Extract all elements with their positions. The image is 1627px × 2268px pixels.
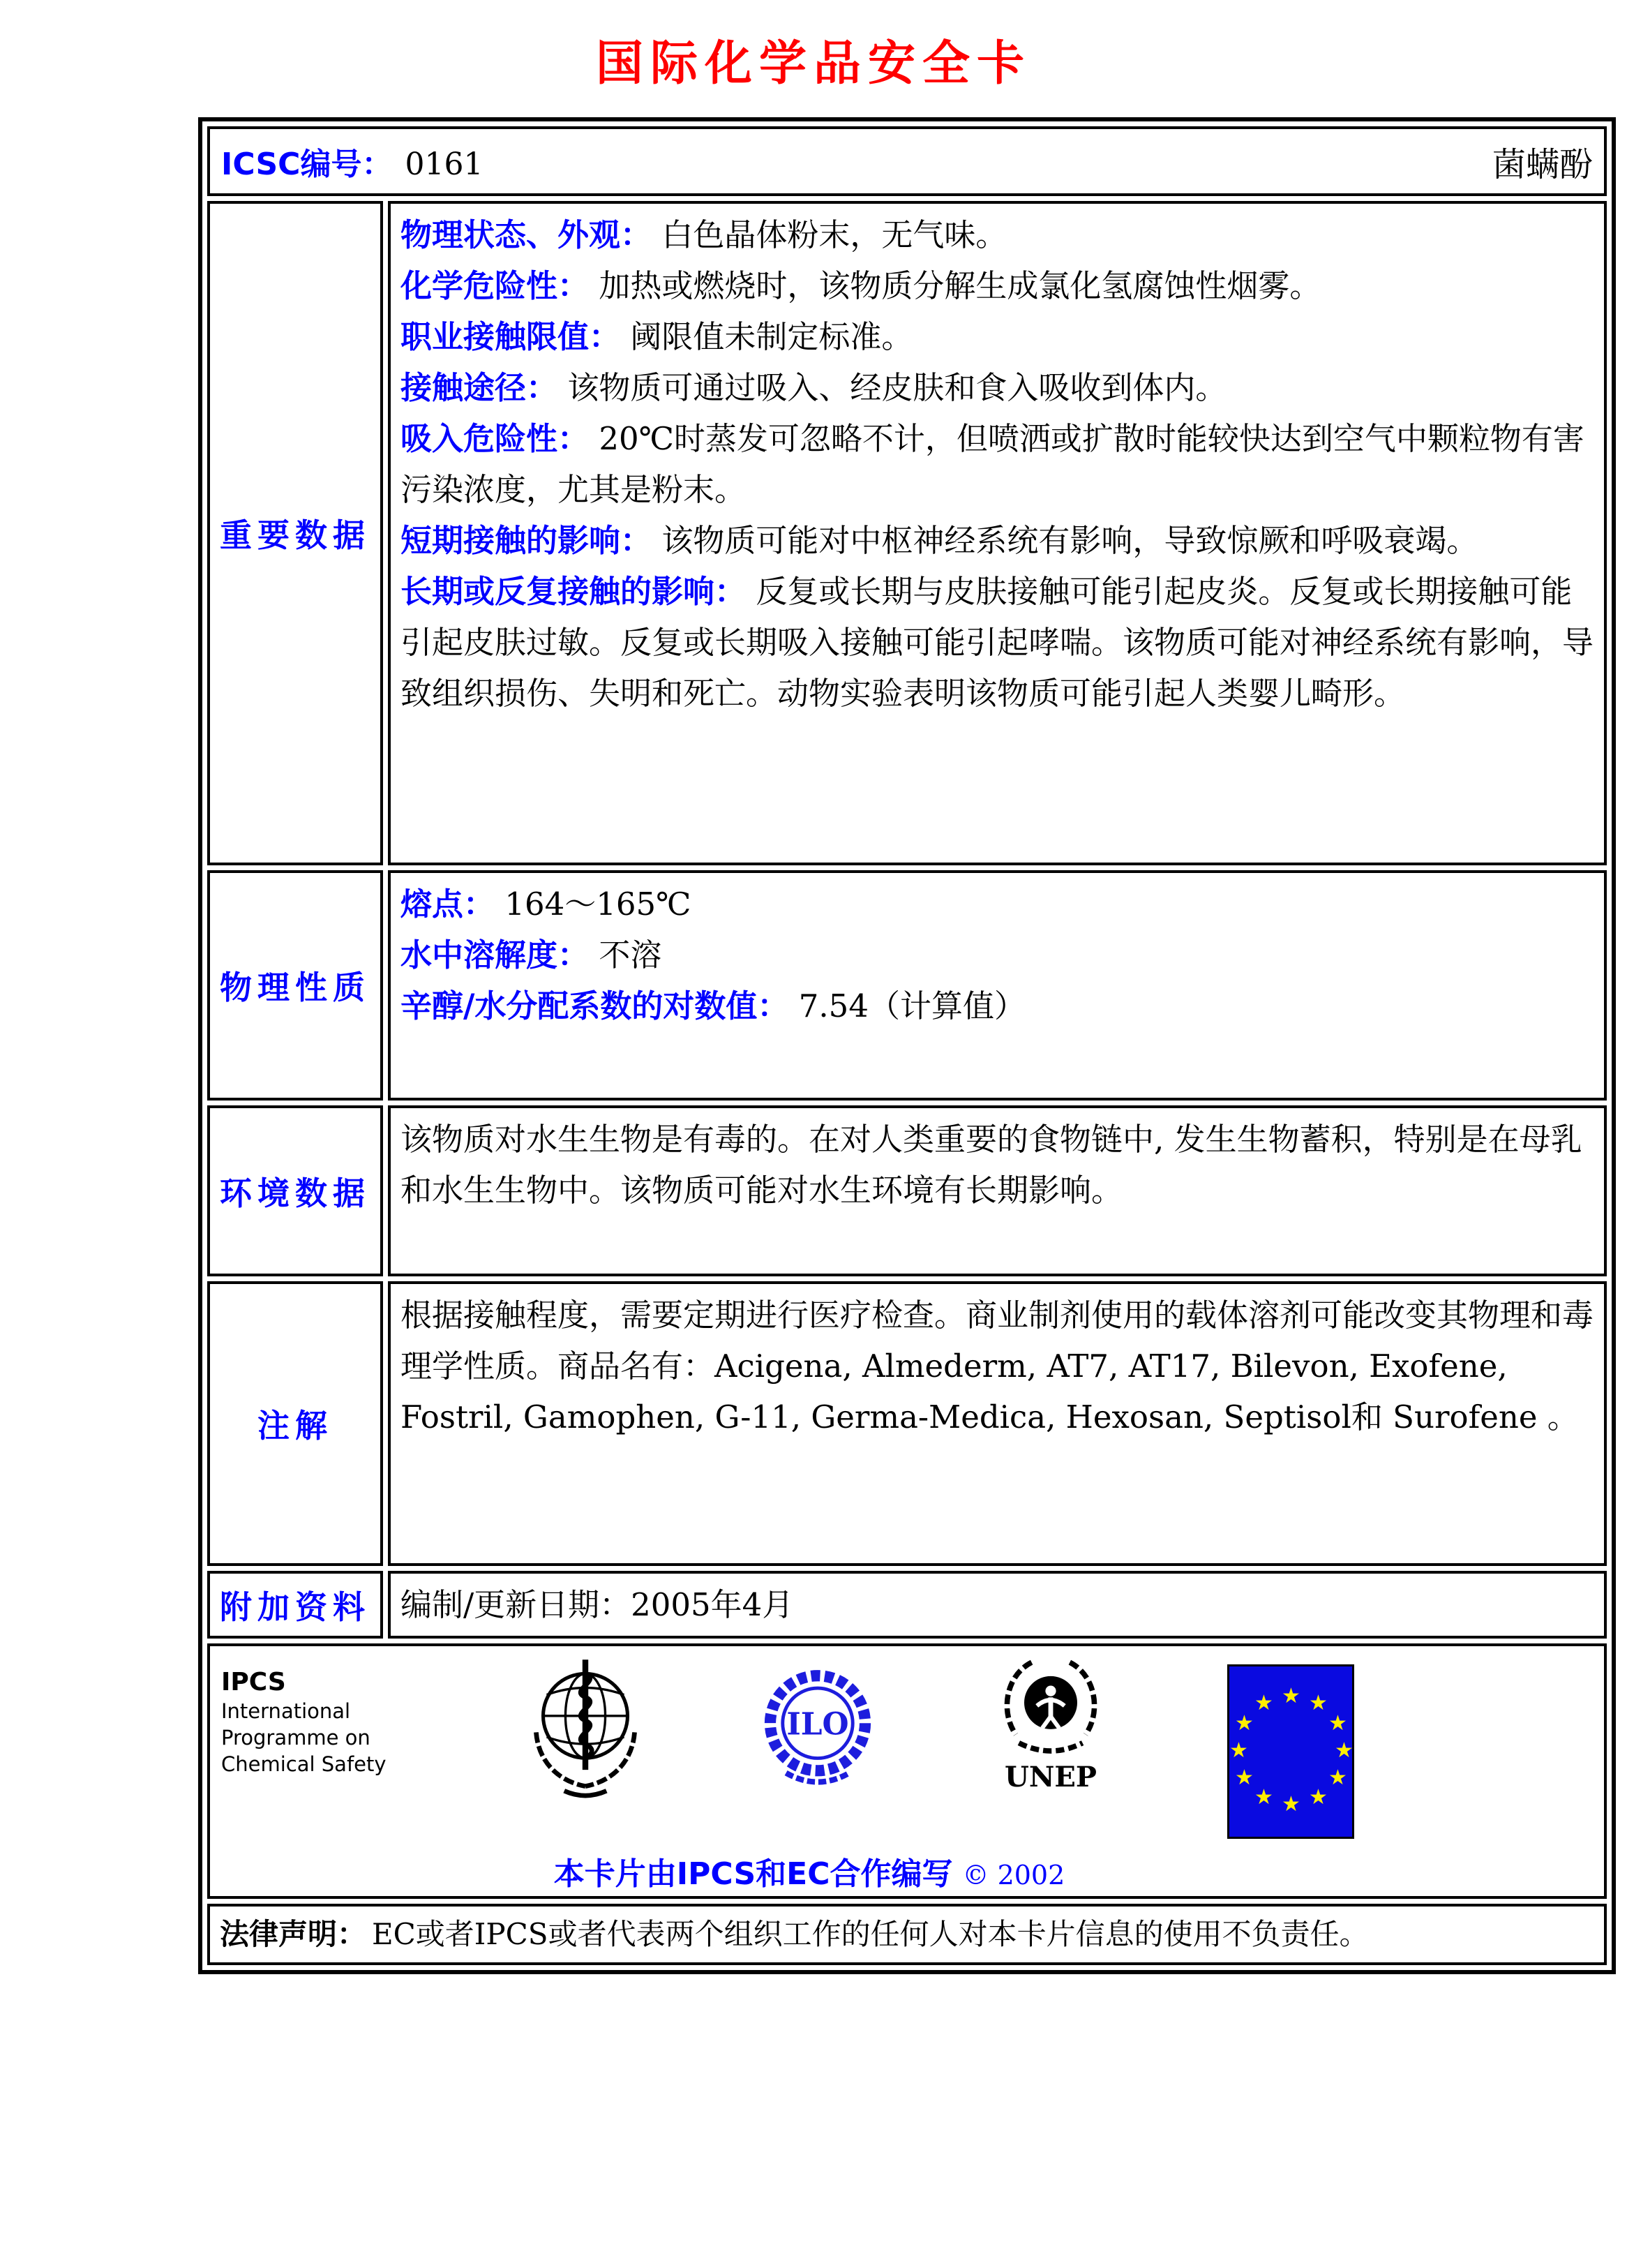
field-row: 熔点： 164～165℃	[400, 886, 691, 923]
ipcs-text-block	[221, 1656, 410, 1777]
field-label: 水中溶解度：	[400, 937, 590, 973]
ipcs-subtitle-line: Chemical Safety	[221, 1752, 387, 1776]
eu-star-icon: ★	[1309, 1691, 1328, 1715]
section-content-physical-properties	[388, 870, 1607, 1101]
field-row: 职业接触限值： 阈限值未制定标准。	[400, 318, 913, 355]
eu-star-icon: ★	[1328, 1711, 1347, 1736]
field-label: 接触途径：	[400, 369, 558, 406]
footer-caption	[217, 1849, 1402, 1893]
field-row: 短期接触的影响： 该物质可能对中枢神经系统有影响，导致惊厥和呼吸衰竭。	[400, 522, 1478, 559]
field-label: 长期或反复接触的影响：	[400, 573, 747, 610]
field-label: 职业接触限值：	[400, 318, 621, 355]
ipcs-subtitle-line: Programme on	[221, 1726, 370, 1750]
ipcs-heading: IPCS	[221, 1668, 286, 1696]
section-label-additional-info: 附加资料	[207, 1571, 383, 1639]
logos-cell	[207, 1643, 1607, 1899]
field-label: 吸入危险性：	[400, 420, 590, 457]
section-label-notes: 注解	[207, 1281, 383, 1566]
legal-notice-text: EC或者IPCS或者代表两个组织工作的任何人对本卡片信息的使用不负责任。	[372, 1917, 1369, 1951]
legal-row	[207, 1904, 1607, 1965]
eu-star-icon: ★	[1235, 1766, 1254, 1790]
eu-star-icon: ★	[1254, 1691, 1273, 1715]
section-important-data	[207, 201, 1607, 865]
unep-logo-text: UNEP	[1004, 1761, 1097, 1793]
section-physical-properties	[207, 870, 1607, 1101]
ilo-logo-icon	[761, 1659, 874, 1801]
field-row: 接触途径： 该物质可通过吸入、经皮肤和食入吸收到体内。	[400, 369, 1227, 406]
chemical-name: 菌螨酚	[1492, 144, 1593, 184]
field-row: 该物质对水生生物是有毒的。在对人类重要的食物链中, 发生生物蓄积，特别是在母乳和水生生物中。该物质可能对水生环境有长期影响。	[400, 1121, 1582, 1209]
footer-caption-text: 本卡片由IPCS和EC合作编写	[553, 1856, 953, 1892]
section-content-environmental-data	[388, 1105, 1607, 1276]
field-row: 水中溶解度： 不溶	[400, 937, 662, 973]
logos-row	[207, 1643, 1607, 1899]
field-row: 编制/更新日期：2005年4月	[400, 1586, 794, 1623]
section-content-notes	[388, 1281, 1607, 1566]
icsc-number-value: 0161	[405, 147, 483, 182]
ilo-logo-text: ILO	[786, 1706, 849, 1743]
section-content-additional-info	[388, 1571, 1607, 1639]
field-label: 化学危险性：	[400, 267, 590, 304]
field-label: 短期接触的影响：	[400, 522, 652, 559]
who-logo-icon	[527, 1656, 644, 1804]
legal-cell	[207, 1904, 1607, 1965]
eu-star-icon: ★	[1235, 1711, 1254, 1736]
unep-logo-block	[991, 1656, 1110, 1793]
section-label-environmental-data: 环境数据	[207, 1105, 383, 1276]
field-label: 辛醇/水分配系数的对数值：	[400, 987, 789, 1024]
eu-star-icon: ★	[1335, 1738, 1354, 1763]
field-label: 熔点：	[400, 886, 495, 923]
header-cell	[207, 126, 1607, 196]
page-title: 国际化学品安全卡	[595, 36, 1031, 91]
eu-star-icon: ★	[1282, 1684, 1300, 1708]
field-row: 辛醇/水分配系数的对数值： 7.54（计算值）	[400, 987, 1026, 1024]
eu-star-icon: ★	[1328, 1766, 1347, 1790]
eu-star-icon: ★	[1229, 1738, 1248, 1763]
footer-copyright: © 2002	[962, 1860, 1065, 1890]
section-label-physical-properties: 物理性质	[207, 870, 383, 1101]
field-row: 吸入危险性： 20℃时蒸发可忽略不计，但喷洒或扩散时能较快达到空气中颗粒物有害污染浓度，尤其是粉末。	[400, 420, 1584, 508]
field-row: 长期或反复接触的影响： 反复或长期与皮肤接触可能引起皮炎。反复或长期接触可能引起皮肤过敏。反复或长期吸入接触可能引起哮喘。该物质可能对神经系统有影响，导致组织损伤、失明和死亡。动物实验表明该物质可能引起人类婴儿畸形。	[400, 573, 1594, 712]
section-content-important-data	[388, 201, 1607, 865]
field-row: 根据接触程度，需要定期进行医疗检查。商业制剂使用的载体溶剂可能改变其物理和毒理学性质。商品名有：Acigena, Almederm, AT7, AT17, Bilevon, Exofene, Fostril, Gamophen, G-11, Germa-Medica, Hexosan, Septisol和 Surofene 。	[400, 1297, 1594, 1435]
eu-flag-icon	[1227, 1664, 1354, 1839]
icsc-number-label: ICSC编号：	[221, 147, 393, 182]
safety-card-table	[198, 117, 1616, 1974]
field-row: 物理状态、外观： 白色晶体粉末，无气味。	[400, 216, 1007, 253]
header-row	[207, 126, 1607, 196]
eu-star-icon: ★	[1309, 1785, 1328, 1810]
legal-notice-label: 法律声明：	[220, 1917, 367, 1951]
section-environmental-data	[207, 1105, 1607, 1276]
field-row: 化学危险性： 加热或燃烧时，该物质分解生成氯化氢腐蚀性烟雾。	[400, 267, 1321, 304]
section-notes	[207, 1281, 1607, 1566]
eu-star-icon: ★	[1282, 1792, 1300, 1816]
ipcs-subtitle-line: International	[221, 1699, 351, 1723]
unep-logo-icon	[998, 1656, 1104, 1762]
section-additional-info	[207, 1571, 1607, 1639]
field-label: 物理状态、外观：	[400, 216, 652, 253]
icsc-number-group	[221, 139, 483, 184]
eu-star-icon: ★	[1254, 1785, 1273, 1810]
section-label-important-data: 重要数据	[207, 201, 383, 865]
